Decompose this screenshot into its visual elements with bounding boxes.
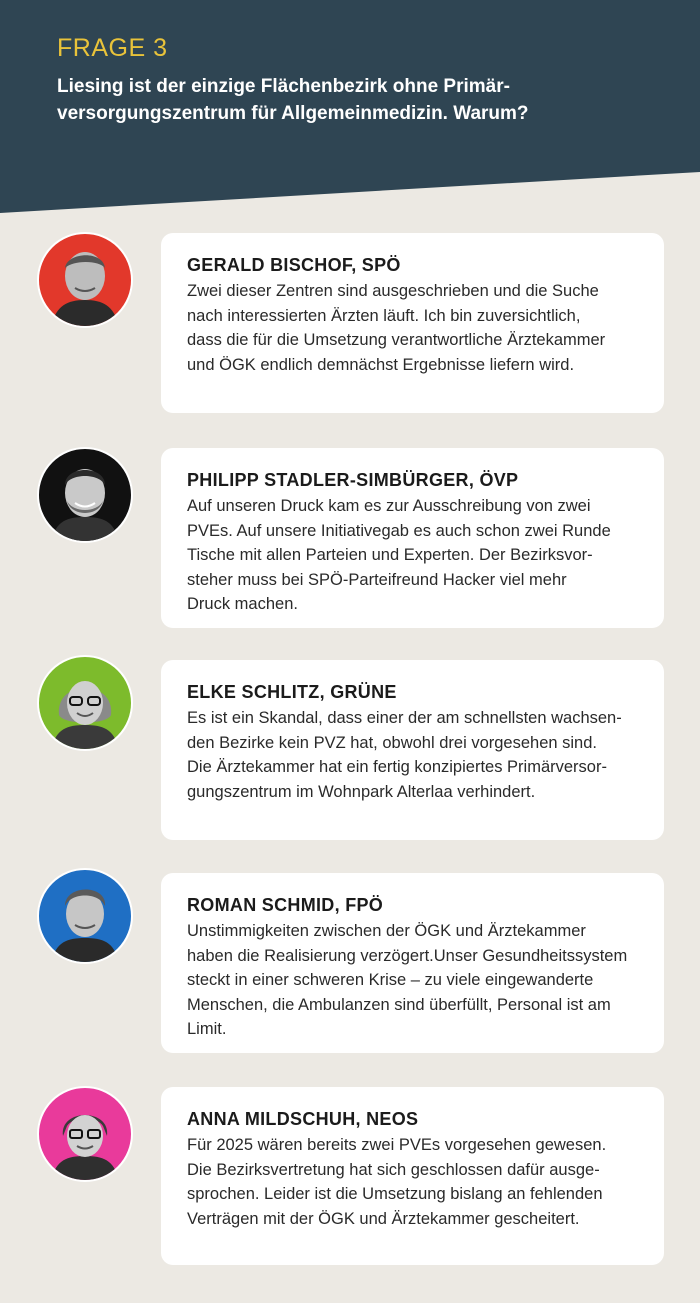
answer-text: Auf unseren Druck kam es zur Ausschreibung von zwei PVEs. Auf unsere Initiativegab es auch schon zwei Runde Tische mit allen Parteien und Experten. Der Bezirksvor- steher muss bei SPÖ-Parteifreund Hacker viel mehr Druck machen. <box>187 497 611 613</box>
avatar-gerald-bischof <box>37 232 133 328</box>
avatar-philipp-stadler-simbuerger <box>37 447 133 543</box>
answer-name: PHILIPP STADLER-SIMBÜRGER, ÖVP <box>187 470 519 490</box>
answer-name: GERALD BISCHOF, SPÖ <box>187 255 401 275</box>
answer-card <box>161 660 664 840</box>
answer-name: ROMAN SCHMID, FPÖ <box>187 895 384 915</box>
answer-text: Für 2025 wären bereits zwei PVEs vorgesehen gewesen. Die Bezirksvertretung hat sich geschlossen dafür ausge- sprochen. Leider ist die Umsetzung bislang an fehlenden Verträgen mit der ÖGK und Ärztekammer gescheitert. <box>187 1136 607 1228</box>
answer-text: Zwei dieser Zentren sind ausgeschrieben und die Suche nach interessierten Ärzten läuft. Ich bin zuversichtlich, dass die für die Umsetzung verantwortliche Ärztekammer und ÖGK endlich demnächst Ergebnisse liefern wird. <box>187 282 606 374</box>
answer-text: Unstimmigkeiten zwischen der ÖGK und Ärztekammer haben die Realisierung verzögert.Unser Gesundheitssystem steckt in einer schweren Krise – zu viele eingewanderte Menschen, die Ambulanzen sind überfüllt, Personal ist am Limit. <box>187 922 628 1038</box>
avatar-roman-schmid <box>37 868 133 964</box>
avatar-anna-mildschuh <box>37 1086 133 1182</box>
answer-text: Es ist ein Skandal, dass einer der am schnellsten wachsen- den Bezirke kein PVZ hat, obwohl drei vorgesehen sind. Die Ärztekammer hat ein fertig konzipiertes Primärversor- gungszentrum im Wohnpark Alterlaa verhindert. <box>187 709 622 801</box>
avatar-elke-schlitz <box>37 655 133 751</box>
answer-card <box>161 873 664 1053</box>
answer-card <box>161 448 664 628</box>
answer-name: ELKE SCHLITZ, GRÜNE <box>187 682 397 702</box>
question-label: FRAGE 3 <box>57 34 168 62</box>
answer-card <box>161 233 664 413</box>
question-text: Liesing ist der einzige Flächenbezirk ohne Primär- versorgungszentrum für Allgemeinmedizin. Warum? <box>57 76 529 124</box>
question-header <box>0 0 700 215</box>
answer-name: ANNA MILDSCHUH, NEOS <box>187 1109 419 1129</box>
answer-card <box>161 1087 664 1265</box>
